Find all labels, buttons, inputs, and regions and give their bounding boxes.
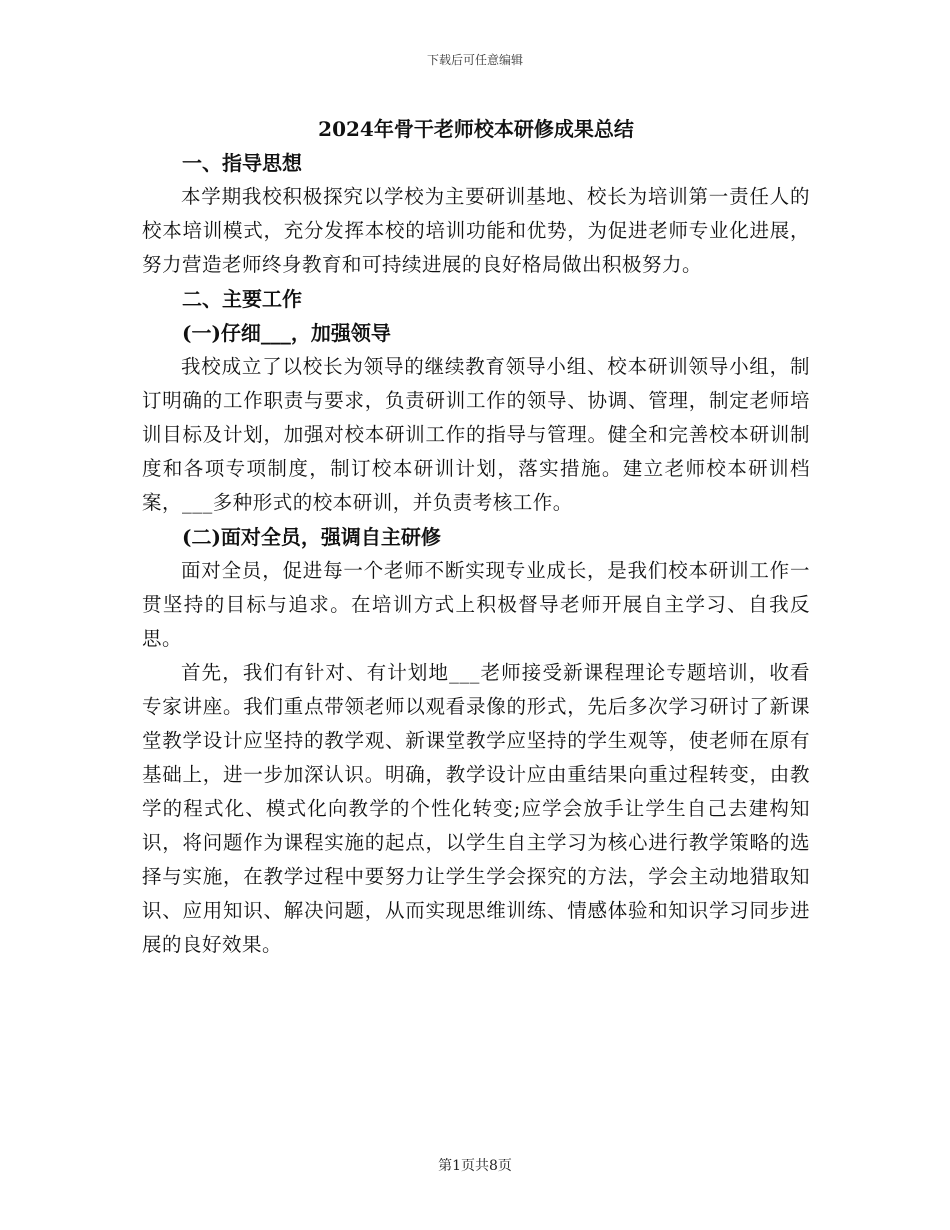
paragraph-leadership: 我校成立了以校长为领导的继续教育领导小组、校本研训领导小组，制订明确的工作职责与要求，负责研训工作的领导、协调、管理，制定老师培训目标及计划，加强对校本研训工作的指导与管理。健全和完善校本研训制度和各项专项制度，制订校本研训计划，落实措施。建立老师校本研训档案，___多种形式的校本研训，并负责考核工作。: [142, 355, 810, 514]
subsection-heading-self-study: (二)面对全员，强调自主研修: [182, 525, 441, 549]
page-footer-page-number: 第1页共8页: [438, 1158, 512, 1174]
page-header-note: 下载后可任意编辑: [426, 53, 523, 67]
subsection-heading-leadership: (一)仔细___，加强领导: [182, 321, 391, 345]
section-heading-main-work: 二、主要工作: [182, 287, 302, 311]
paragraph-guiding-ideology: 本学期我校积极探究以学校为主要研训基地、校长为培训第一责任人的校本培训模式，充分发挥本校的培训功能和优势，为促进老师专业化进展，努力营造老师终身教育和可持续进展的良好格局做出积极努力。: [142, 185, 810, 276]
paragraph-self-study-training: 首先，我们有针对、有计划地___老师接受新课程理论专题培训，收看专家讲座。我们重点带领老师以观看录像的形式，先后多次学习研讨了新课堂教学设计应坚持的教学观、新课堂教学应坚持的学生观等，使老师在原有基础上，进一步加深认识。明确，教学设计应由重结果向重过程转变，由教学的程式化、模式化向教学的个性化转变;应学会放手让学生自己去建构知识，将问题作为课程实施的起点，以学生自主学习为核心进行教学策略的选择与实施，在教学过程中要努力让学生学会探究的方法，学会主动地猎取知识、应用知识、解决问题，从而实现思维训练、情感体验和知识学习同步进展的良好效果。: [142, 661, 810, 956]
paragraph-self-study-intro: 面对全员，促进每一个老师不断实现专业成长，是我们校本研训工作一贯坚持的目标与追求。在培训方式上积极督导老师开展自主学习、自我反思。: [142, 559, 810, 650]
document-body: [142, 112, 810, 962]
document-title: 2024年骨干老师校本研修成果总结: [318, 117, 634, 141]
section-heading-guiding-ideology: 一、指导思想: [182, 151, 302, 175]
